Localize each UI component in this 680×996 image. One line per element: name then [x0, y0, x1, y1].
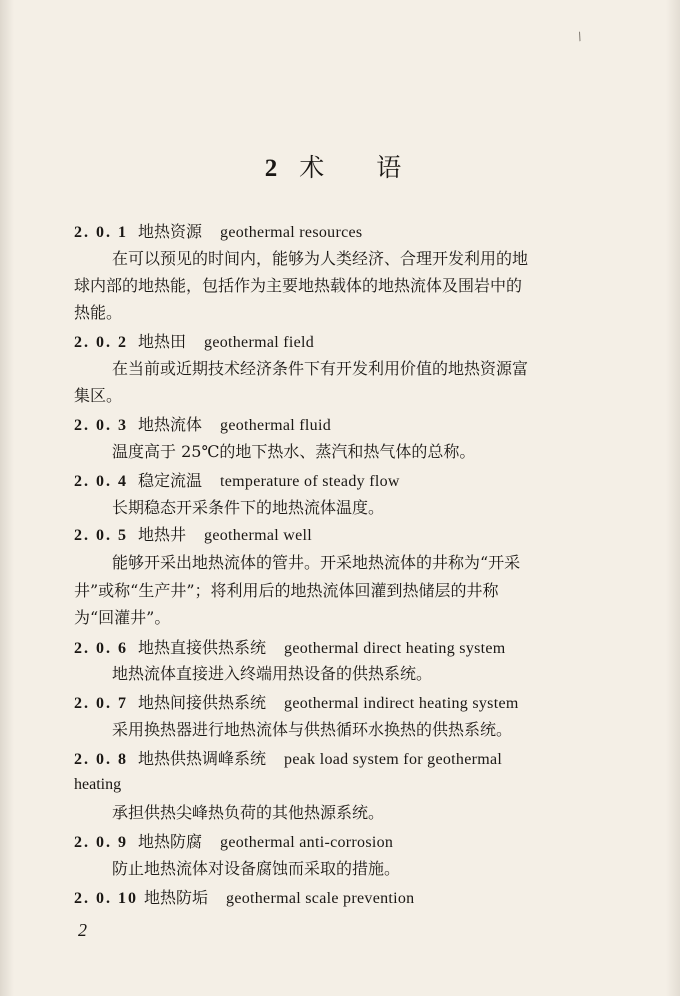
term-body-line: 在当前或近期技术经济条件下有开发利用价值的地热资源富 — [112, 359, 529, 378]
term-body-line: 能够开采出地热流体的管井。开采地热流体的井称为“开采 — [112, 553, 521, 572]
term-body-line: 温度高于 25℃的地下热水、蒸汽和热气体的总称。 — [112, 442, 476, 461]
term-chinese: 地热防垢 — [144, 888, 209, 907]
term-chinese: 地热防腐 — [138, 832, 203, 851]
term-body-line: 集区。 — [74, 386, 123, 405]
term-chinese: 稳定流温 — [138, 471, 203, 490]
term-heading-2-0-1 — [74, 220, 362, 245]
term-english: geothermal scale prevention — [226, 890, 415, 907]
term-chinese: 地热流体 — [138, 415, 203, 434]
page-number: 2 — [78, 920, 87, 940]
term-number: 2. 0. 2 — [74, 334, 128, 351]
corner-mark: / — [575, 29, 584, 44]
term-chinese: 地热田 — [138, 332, 187, 351]
chapter-number: 2 — [264, 155, 300, 182]
term-chinese: 地热井 — [138, 525, 187, 544]
term-number: 2. 0. 1 — [74, 224, 128, 241]
term-chinese: 地热资源 — [138, 222, 203, 241]
term-body-line: 在可以预见的时间内，能够为人类经济、合理开发利用的地 — [112, 249, 529, 268]
term-english-continuation: heating — [74, 776, 122, 793]
term-heading-2-0-6 — [74, 636, 506, 661]
chapter-title-text: 术 语 — [299, 153, 424, 182]
term-body-line: 球内部的地热能，包括作为主要地热载体的地热流体及围岩中的 — [74, 276, 523, 295]
term-body-line: 承担供热尖峰热负荷的其他热源系统。 — [112, 803, 385, 822]
term-number: 2. 0. 6 — [74, 640, 128, 657]
term-number: 2. 0. 4 — [74, 473, 128, 490]
term-number: 2. 0. 9 — [74, 834, 128, 851]
term-english: geothermal field — [204, 334, 315, 351]
term-number: 2. 0. 10 — [74, 890, 138, 907]
term-heading-2-0-2 — [74, 330, 314, 355]
term-number: 2. 0. 8 — [74, 751, 128, 768]
term-body-line: 井”或称“生产井”；将利用后的地热流体回灌到热储层的井称 — [74, 581, 499, 600]
term-heading-2-0-3 — [74, 413, 331, 438]
term-body-line: 长期稳态开采条件下的地热流体温度。 — [112, 498, 385, 517]
term-number: 2. 0. 3 — [74, 417, 128, 434]
term-body-line: 防止地热流体对设备腐蚀而采取的措施。 — [112, 859, 401, 878]
term-heading-2-0-7 — [74, 691, 519, 716]
term-english: geothermal anti-corrosion — [220, 834, 394, 851]
term-heading-2-0-8 — [74, 747, 502, 772]
term-english: geothermal indirect heating system — [284, 695, 519, 712]
term-body-line: 地热流体直接进入终端用热设备的供热系统。 — [112, 664, 433, 683]
term-chinese: 地热供热调峰系统 — [138, 749, 267, 768]
term-chinese: 地热直接供热系统 — [138, 638, 267, 657]
term-english: geothermal fluid — [220, 417, 332, 434]
term-body-line: 热能。 — [74, 303, 123, 322]
term-english: peak load system for geothermal — [284, 751, 503, 768]
term-chinese: 地热间接供热系统 — [138, 693, 267, 712]
term-number: 2. 0. 5 — [74, 527, 128, 544]
term-english: geothermal direct heating system — [284, 640, 506, 657]
term-heading-2-0-5 — [74, 523, 312, 548]
term-body-line: 采用换热器进行地热流体与供热循环水换热的供热系统。 — [112, 720, 513, 739]
term-heading-2-0-4 — [74, 469, 400, 494]
term-body-line: 为“回灌井”。 — [74, 608, 171, 627]
term-heading-2-0-9 — [74, 830, 393, 855]
term-english: geothermal resources — [220, 224, 363, 241]
term-number: 2. 0. 7 — [74, 695, 128, 712]
term-heading-2-0-10 — [74, 886, 414, 911]
chapter-title — [0, 148, 680, 184]
term-english: temperature of steady flow — [220, 473, 400, 490]
term-english: geothermal well — [204, 527, 313, 544]
